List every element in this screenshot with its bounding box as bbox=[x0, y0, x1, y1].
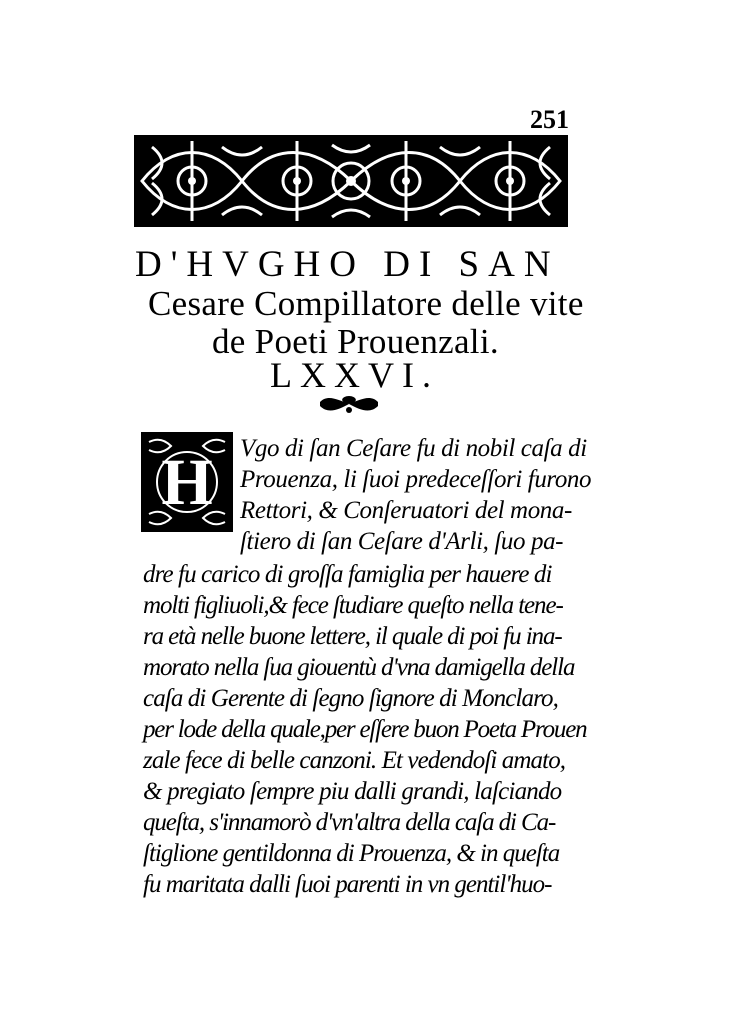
title-line-3: de Poeti Prouenzali. bbox=[212, 322, 499, 361]
fleuron-icon bbox=[314, 392, 384, 416]
body-line: fu maritata dalli ſuoi parenti in vn gentil'huo- bbox=[143, 871, 552, 898]
body-line: & pregiato ſempre piu dalli grandi, laſciando bbox=[143, 778, 562, 805]
body-line: ra età nelle buone lettere, il quale di poi fu ina- bbox=[143, 623, 562, 650]
decorated-initial-icon bbox=[141, 432, 233, 532]
arabesque-headpiece-icon bbox=[132, 133, 570, 229]
body-line: Prouenza, li ſuoi predeceſſori furono bbox=[240, 466, 592, 493]
body-line: ſtiglione gentildonna di Prouenza, & in queſta bbox=[143, 840, 560, 867]
body-line: molti figliuoli,& fece ſtudiare queſto nella tene- bbox=[143, 592, 563, 619]
page-number: 251 bbox=[530, 105, 569, 134]
body-line: queſta, s'innamorò d'vn'altra della caſa di Ca- bbox=[143, 809, 556, 836]
body-line: morato nella ſua giouentù d'vna damigella della bbox=[143, 654, 575, 681]
chapter-number: LXXVI. bbox=[270, 355, 439, 395]
body-line: ſtiero di ſan Ceſare d'Arli, ſuo pa- bbox=[240, 528, 564, 555]
body-line: Rettori, & Conſeruatori del mona- bbox=[240, 497, 572, 524]
body-line: dre fu carico di groſſa famiglia per hauere di bbox=[143, 561, 552, 588]
body-line: caſa di Gerente di ſegno ſignore di Monclaro, bbox=[143, 685, 558, 712]
title-line-1: D'HVGHO DI SAN bbox=[135, 244, 560, 285]
body-line: Vgo di ſan Ceſare fu di nobil caſa di bbox=[240, 435, 587, 462]
body-line: zale fece di belle canzoni. Et vedendoſi amato, bbox=[143, 747, 566, 774]
body-line: per lode della quale,per eſſere buon Poeta Prouen bbox=[143, 716, 587, 743]
drop-cap-letter: H bbox=[161, 446, 213, 519]
title-line-2: Cesare Compillatore delle vite bbox=[148, 284, 584, 323]
